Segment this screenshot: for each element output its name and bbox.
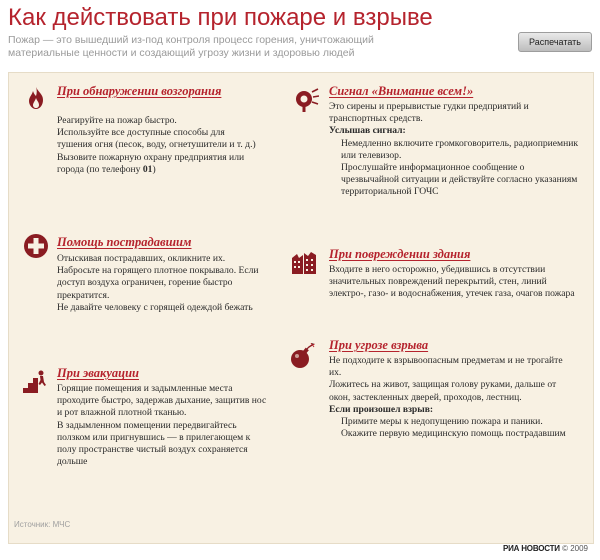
fire-heading: При обнаружении возгорания [57, 84, 222, 98]
copyright: © 2009 [562, 544, 588, 553]
explosion-line-2: Ложитесь на живот, защищая голову руками, дальше от окон, застекленных дверей, проходов, лестниц. [329, 379, 557, 403]
alarm-line-4: Прослушайте информационное сообщение о чрезвычайной ситуации и действуйте согласно указаниям территориальной ГОЧС [341, 162, 578, 198]
ria-logo: РИА НОВОСТИ [502, 544, 560, 553]
evacuation-line-2: проходите быстро, задержав дыхание, защитив нос и рот влажной плотной тканью. [57, 395, 267, 419]
explosion-heading: При угрозе взрыва [329, 338, 429, 352]
fire-body [57, 115, 257, 176]
medical-cross-icon [23, 233, 49, 259]
explosion-line-5: Окажите первую медицинскую помощь пострадавшим [341, 428, 566, 440]
building-body [329, 264, 575, 301]
explosion-body [329, 355, 575, 440]
fire-line-1: Реагируйте на пожар быстро. [57, 115, 177, 126]
building-line-1: Входите в него осторожно, убедившись в отсутствии значительных повреждений перекрытий, стен, линий электро-, газо- и водоснабжения, утечек газа, очагов пожара [329, 264, 575, 300]
bomb-icon [289, 343, 315, 369]
explosion-line-4: Примите меры к недопущению пожара и паники. [341, 416, 543, 428]
damaged-building-icon [291, 249, 317, 275]
page-subtitle: Пожар — это вышедший из-под контроля процесс горения, уничтожающий материальные ценности и создающий угрозу жизни и здоровью людей [8, 34, 374, 59]
fire-line-2: Используйте все доступные способы для тушения огня (песок, воду, огнетушители и т. д.) [57, 127, 256, 151]
first-aid-heading: Помощь пострадавшим [57, 235, 192, 249]
fire-phone-number: 01 [142, 163, 153, 175]
alarm-line-1: Это сирены и прерывистые гудки предприятий и транспортных средств. [329, 101, 529, 125]
source-note: Источник: МЧС [14, 520, 71, 529]
first-aid-line-1: Отыскивая пострадавших, окликните их. [57, 253, 226, 264]
evacuation-icon [21, 369, 47, 395]
explosion-line-3: Если произошел взрыв: [329, 403, 434, 415]
alarm-line-2: Услышав сигнал: [329, 125, 406, 137]
siren-icon [293, 87, 319, 113]
explosion-line-1: Не подходите к взрывоопасным предметам и не трогайте их. [329, 355, 563, 379]
flame-icon [23, 85, 49, 111]
evacuation-line-1: Горящие помещения и задымленные места [57, 383, 233, 394]
first-aid-line-2: Набросьте на горящего плотное покрывало. Если доступ воздуха ограничен, горение быстро прекратится. [57, 265, 259, 301]
print-button[interactable]: Распечатать [518, 32, 592, 52]
evacuation-line-3: В задымленном помещении передвигайтесь ползком или пригнувшись — в прилегающем к полу пространстве чистый воздух сохраняется дольше [57, 419, 251, 468]
first-aid-line-3: Не давайте человеку с горящей одеждой бежать [57, 301, 253, 313]
evacuation-body [57, 383, 267, 468]
footer [503, 544, 588, 553]
alarm-line-3: Немедленно включите громкоговоритель, радиоприемник или телевизор. [341, 137, 579, 161]
evacuation-heading: При эвакуации [57, 366, 139, 380]
page-title: Как действовать при пожаре и взрыве [8, 4, 433, 31]
first-aid-body [57, 253, 267, 314]
instructions-panel [8, 72, 594, 544]
alarm-heading: Сигнал «Внимание всем!» [329, 84, 474, 98]
alarm-body [329, 101, 579, 199]
building-heading: При повреждении здания [329, 247, 471, 261]
fire-line-3: Вызовите пожарную охрану предприятия или города (по телефону 01) [57, 151, 245, 175]
